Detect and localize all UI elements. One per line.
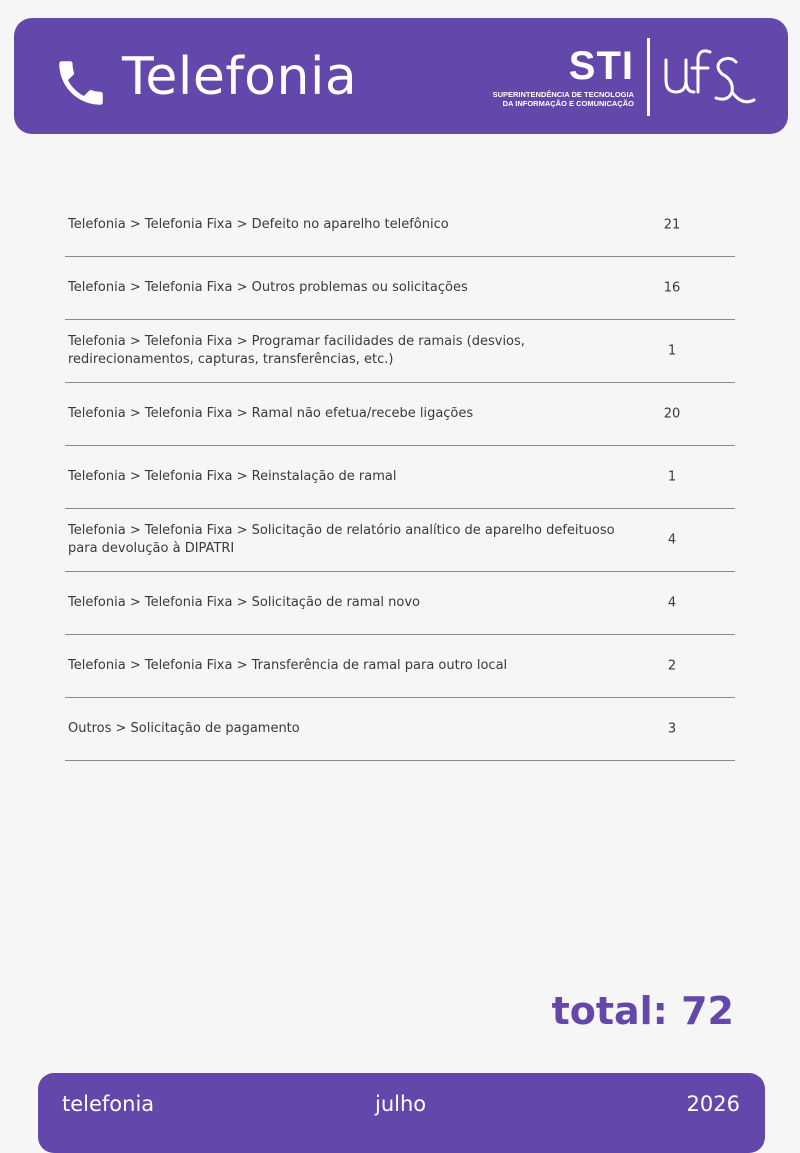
- table-row: [65, 509, 735, 572]
- sti-logo-text: STI: [568, 44, 634, 88]
- row-category: Telefonia > Telefonia Fixa > Ramal não efetua/recebe ligações: [68, 406, 474, 421]
- row-count: 2: [667, 658, 677, 674]
- row-category: Telefonia > Telefonia Fixa > Solicitação de ramal novo: [68, 595, 420, 610]
- row-count: 3: [667, 721, 677, 737]
- sti-ufs-logo: [484, 38, 774, 118]
- row-category: Outros > Solicitação de pagamento: [68, 721, 300, 736]
- header-banner: [14, 18, 788, 134]
- requests-table: [65, 194, 735, 761]
- row-category: Telefonia > Telefonia Fixa > Outros problemas ou solicitações: [68, 280, 468, 295]
- page-title: Telefonia: [122, 47, 358, 107]
- phone-icon: [52, 54, 110, 112]
- sti-subtitle-line2: DA INFORMAÇÃO E COMUNICAÇÃO: [502, 99, 634, 108]
- table-row: [65, 383, 735, 446]
- total-count: total: 72: [551, 989, 734, 1033]
- row-count: 4: [667, 532, 677, 548]
- row-count: 21: [663, 217, 681, 233]
- sti-subtitle-line1: SUPERINTENDÊNCIA DE TECNOLOGIA: [492, 90, 634, 99]
- footer-year: 2026: [686, 1092, 740, 1116]
- table-row: [65, 320, 735, 383]
- table-row: [65, 194, 735, 257]
- row-count: 1: [667, 343, 677, 359]
- row-category: Telefonia > Telefonia Fixa > Solicitação de relatório analítico de aparelho defeituoso para devolução à DIPATRI: [68, 523, 615, 556]
- sti-logo-subtitle: [474, 90, 634, 108]
- row-count: 4: [667, 595, 677, 611]
- row-count: 1: [667, 469, 677, 485]
- row-category: Telefonia > Telefonia Fixa > Defeito no aparelho telefônico: [68, 217, 449, 232]
- table-row: [65, 698, 735, 761]
- row-category: Telefonia > Telefonia Fixa > Programar facilidades de ramais (desvios, redirecionamentos, capturas, transferências, etc.): [68, 334, 525, 367]
- table-row: [65, 572, 735, 635]
- footer-category: telefonia: [62, 1092, 155, 1116]
- footer-month: julho: [375, 1092, 427, 1116]
- row-count: 20: [663, 406, 681, 422]
- table-row: [65, 257, 735, 320]
- ufs-logo-icon: [662, 42, 762, 114]
- row-category: Telefonia > Telefonia Fixa > Transferência de ramal para outro local: [68, 658, 508, 673]
- table-row: [65, 446, 735, 509]
- footer-banner: [38, 1073, 765, 1153]
- logo-divider: [647, 38, 650, 116]
- row-count: 16: [663, 280, 681, 296]
- table-row: [65, 635, 735, 698]
- row-category: Telefonia > Telefonia Fixa > Reinstalação de ramal: [68, 469, 397, 484]
